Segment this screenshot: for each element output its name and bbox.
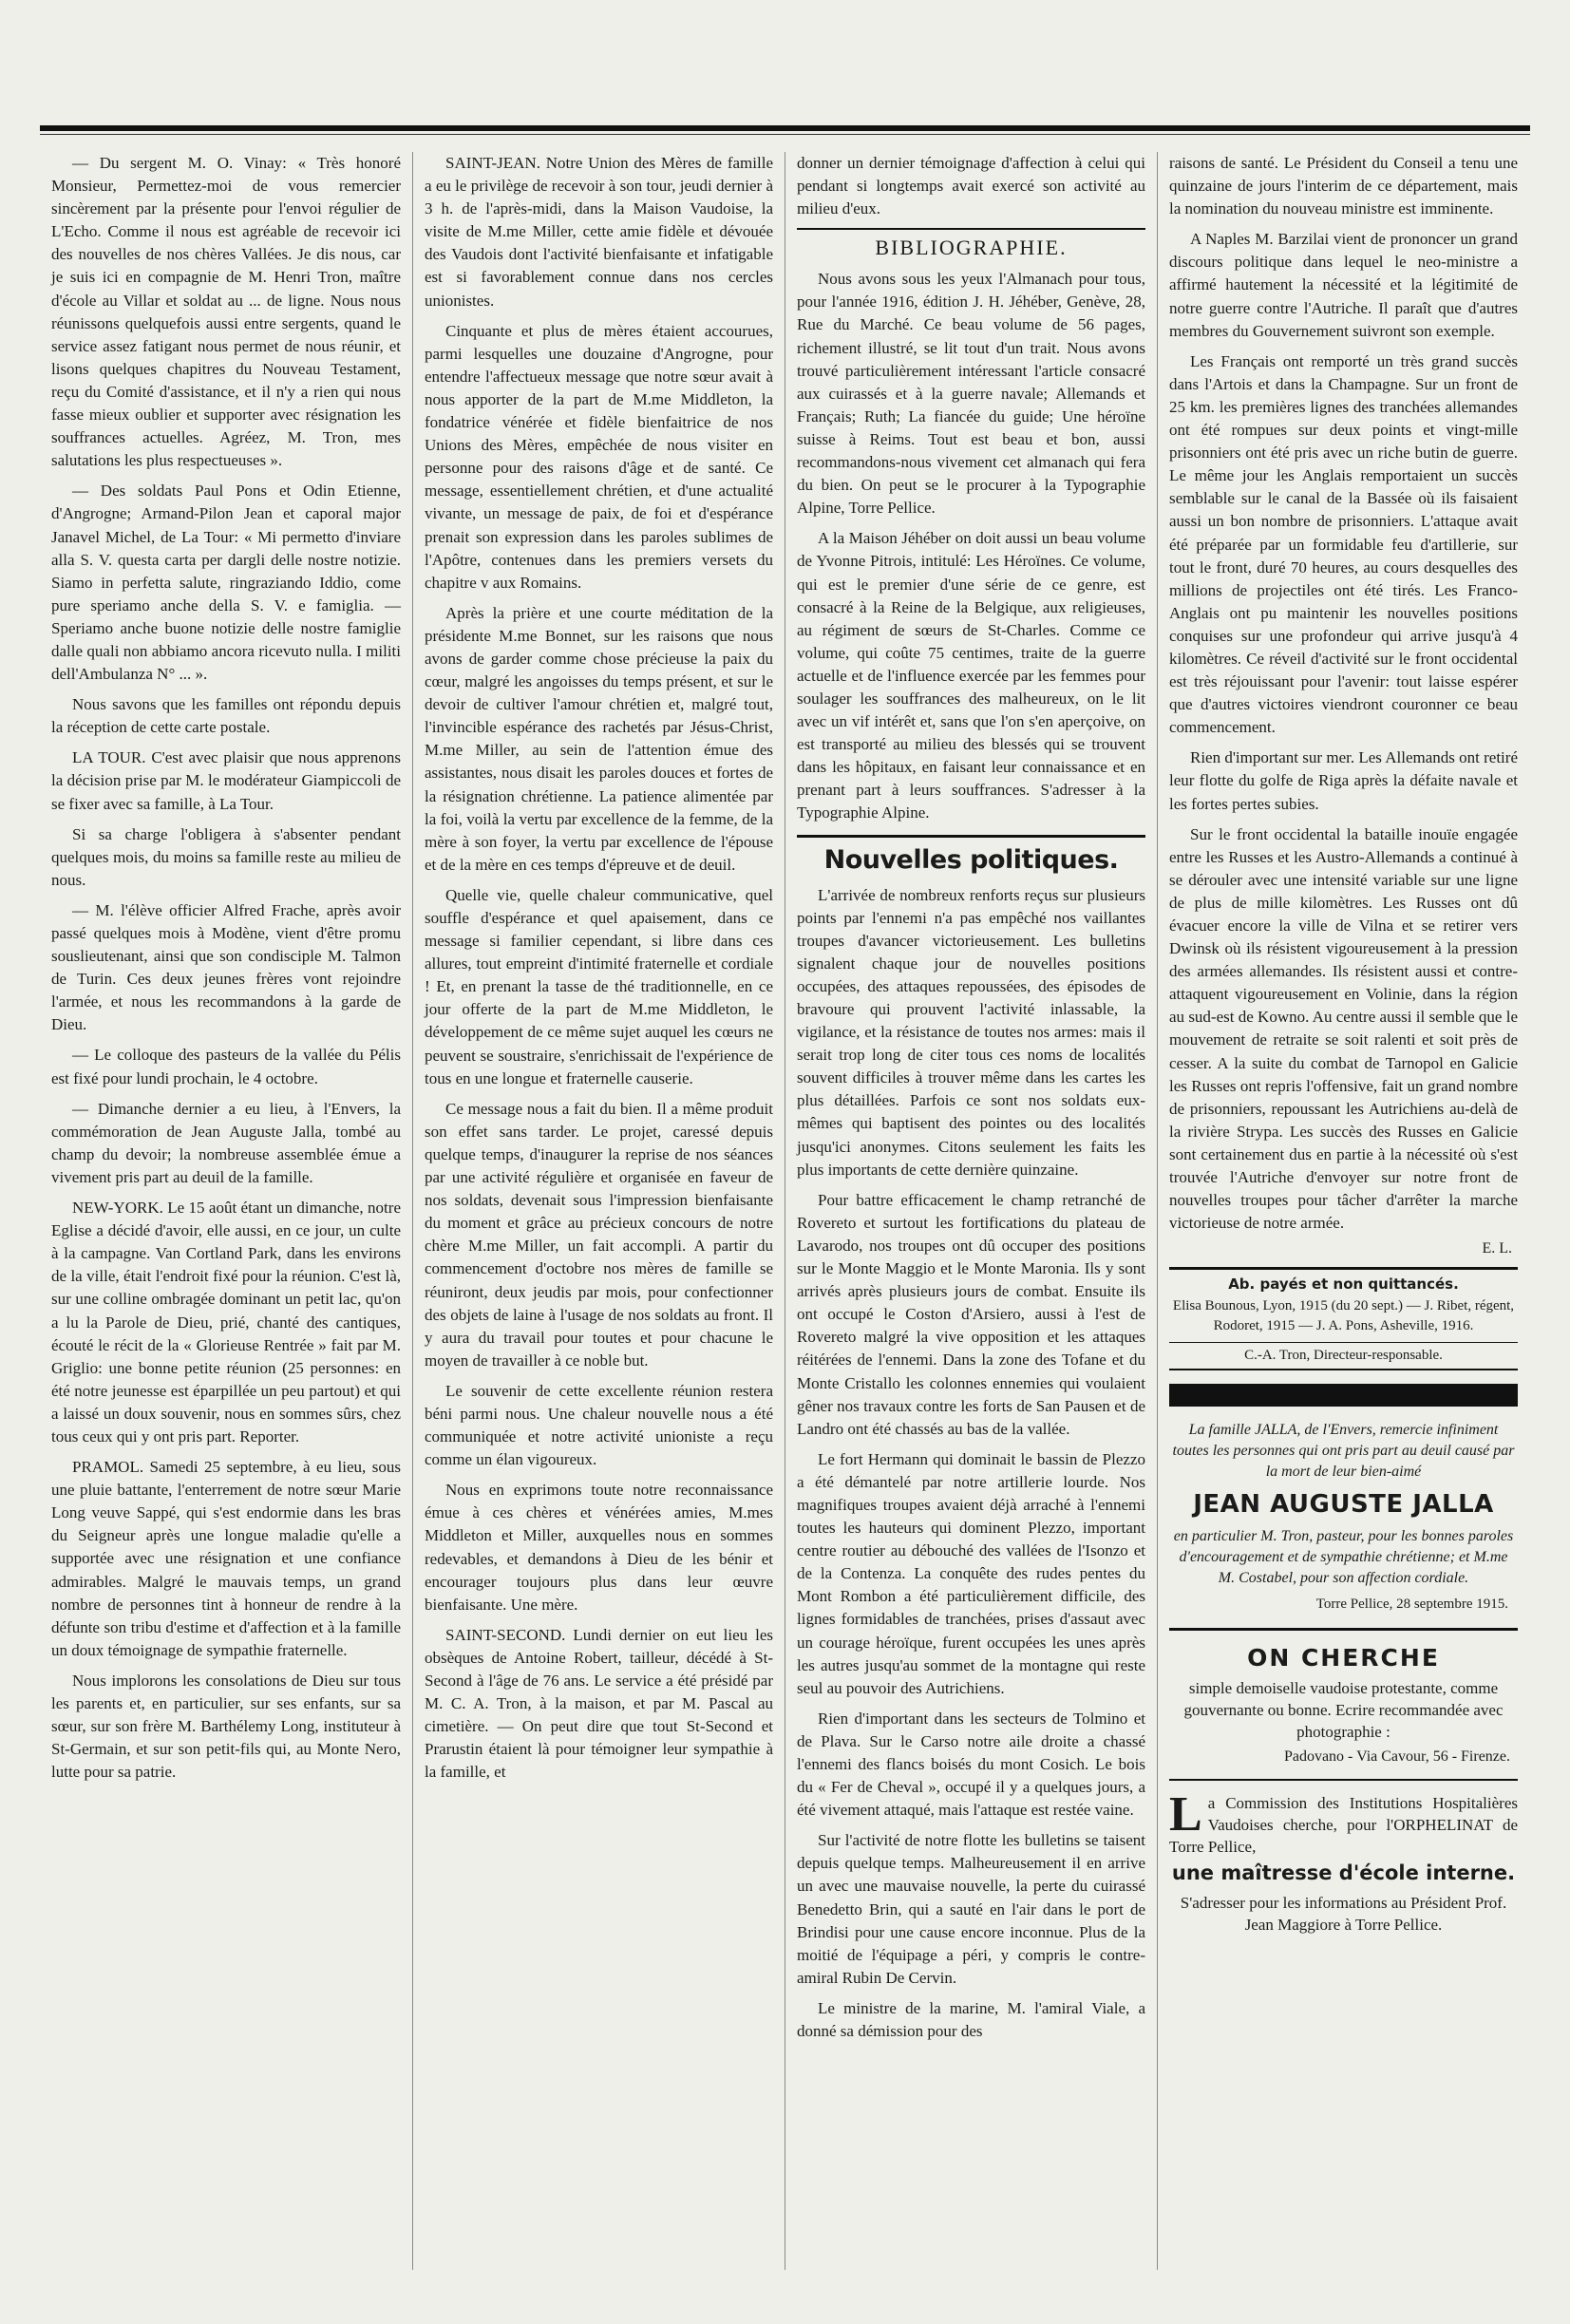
paragraph: Sur le front occidental la bataille inouïe engagée entre les Russes et les Austro-Allemands a continué à se dérouler avec une intensité variable sur une ligne de plus de mille kilomètres. Les Russes ont dû évacuer encore la ville de Vilna et se retirer vers Dwinsk où ils résistent vigoureusement à la pression des armées allemandes. Ils résistent aussi et contre-attaquent vigoureusement en Volinie, dans la région au sud-est de Kowno. Au centre aussi il semble que le mouvement de retraite se soit ralenti et soit près de cesser. A la suite du combat de Tarnopol en Galicie les Russes ont repris l'offensive, fait un grand nombre de prisonniers, repoussant les Autrichiens au-delà de la rivière Strypa. Les succès des Russes en Galicie sont certainement dus en partie à la nécessité où s'est trouvée l'Autriche d'envoyer sur notre front de nouvelles troupes pour tâcher d'arrêter la marche victorieuse de notre armée. — [1169, 824, 1518, 1233]
paragraph: A Naples M. Barzilai vient de prononcer un grand discours politique dans lequel le neo-ministre a affirmé hautement la nécessité et la légitimité de notre guerre contre l'Autriche. Il paraît que d'autres membres du Gouvernement suivront son exemple. — [1169, 230, 1518, 340]
paragraph: Les Français ont remporté un très grand succès dans l'Artois et dans la Champagne. Sur un front de 25 km. les premières lignes des tranchées allemandes ont été rompues sur deux points et vingt-mille prisonniers ont été pris avec un riche butin de guerre. Le même jour les Anglais remportaient un succès semblable sur le canal de la Bassée où ils faisaient aussi un bon nombre de prisonniers. L'attaque avait été préparée par un formidable feu d'artillerie, sur tout le front, duré 70 heures, au cours desquelles des millions de projectiles ont été tirés. Les Franco-Anglais ont pu maintenir les nouvelles positions conquises sur une profondeur qui arrive jusqu'à 4 kilomètres. Ce réveil d'activité sur le front occidental est très réjouissant pour l'avenir: tout laisse espérer que d'autres victoires viendront couronner ce beau commencement. — [1169, 351, 1518, 737]
bibliography-heading: BIBLIOGRAPHIE. — [797, 228, 1145, 260]
orphanage-contact: S'adresser pour les informations au Président Prof. Jean Maggiore à Torre Pellice. — [1180, 1894, 1507, 1935]
ad-body: simple demoiselle vaudoise protestante, comme gouvernante ou bonne. Ecrire recommandée avec photographie : — [1183, 1679, 1504, 1742]
paragraph: Rien d'important sur mer. Les Allemands ont retiré leur flotte du golfe de Riga après la défaite navale et les fortes pertes subies. — [1169, 748, 1518, 813]
paragraph: SAINT-SECOND. Lundi dernier on eut lieu les obsèques de Antoine Robert, tailleur, décédé à St-Second à l'âge de 76 ans. Le service a été présidé par M. C. A. Tron, à la maison, et par M. Pascal au cimetière. — On peut dire que tout St-Second et Prarustin étaient là pour témoigner leur sympathie à la famille, et — [425, 1625, 773, 1782]
orphanage-notice-text: a Commission des Institutions Hospitalières Vaudoises cherche, pour l'ORPHELINAT de Torre Pellice, — [1169, 1794, 1518, 1857]
columns — [40, 152, 1530, 2270]
paragraph: L'arrivée de nombreux renforts reçus sur plusieurs points par l'ennemi n'a pas empêché nos vaillantes troupes d'avancer victorieusement. Les bulletins signalent chaque jour de nouvelles positions occupées, des attaques repoussées, des épisodes de bravoure qui prouvent l'activité inlassable, la vigilance, et la résistance de toutes nos armes: mais il serait trop long de citer tous ces noms de localités souvent difficiles à trouver même dans les cartes les plus détaillées. Parfois ce sont nos soldats eux-mêmes qui baptisent des pointes ou des localités jusqu'ici anonymes. Citons seulement les faits les plus importants de cette dernière quinzaine. — [797, 885, 1145, 1179]
paragraph: donner un dernier témoignage d'affection à celui qui pendant si longtemps avait exercé son activité au milieu d'eux. — [797, 154, 1145, 218]
paragraph: Nous implorons les consolations de Dieu sur tous les parents et, en particulier, sur ses enfants, sur sa sœur, sur son frère M. Barthélemy Long, instituteur à St-Germain, et sur son petit-fils qui, au Monte Nero, lutte pour sa patrie. — [51, 1671, 401, 1782]
paragraph: — Du sergent M. O. Vinay: « Très honoré Monsieur, Permettez-moi de vous remercier sincèrement par la présente pour l'envoi régulier de L'Echo. Comme il nous est agréable de recevoir ici des nouvelles de nos chères Vallées. Je dis nous, car je suis ici en compagnie de M. Henri Tron, maître d'école au Villar et soldat au ... de ligne. Nous nous réunissons quelquefois aussi entre sergents, quand le service assez fatigant nous permet de nous réunir, et lisons quelques chapitres du Nouveau Testament, reçu du Comité d'assistance, et il n'y a rien qui nous fasse mieux oublier et supporter avec résignation les souffrances actuelles. Agréez, M. Tron, mes salutations les plus respectueuses ». — [51, 154, 401, 470]
ad-address: Padovano - Via Cavour, 56 - Firenze. — [1283, 1748, 1510, 1766]
paragraph: Le souvenir de cette excellente réunion restera béni parmi nous. Une chaleur nouvelle nous a été communiquée et notre activité unioniste a reçu comme un élan vigoureux. — [425, 1381, 773, 1469]
paragraph: Nous savons que les familles ont répondu depuis la réception de cette carte postale. — [51, 695, 401, 737]
paragraph: Sur l'activité de notre flotte les bulletins se taisent depuis quelque temps. Malheureusement il en arrive un avec une mauvaise nouvelle, la perte du cuirassé Benedetto Brin, qui a sauté en l'air dans le port de Brindisi pour une cause encore inconnue. Plus de la moitié de l'équipage a péri, y compris le contre-amiral Rubin De Cervin. — [797, 1831, 1145, 1987]
subscriptions-list: Elisa Bounous, Lyon, 1915 (du 20 sept.) — J. Ribet, régent, Rodoret, 1915 — J. A. Pons, Asheville, 1916. — [1172, 1298, 1515, 1334]
subscriptions-heading: Ab. payés et non quittancés. — [1169, 1267, 1518, 1293]
paragraph: PRAMOL. Samedi 25 septembre, à eu lieu, sous une pluie battante, l'enterrement de notre sœur Marie Long veuve Sappé, qui s'est endormie dans les bras du Seigneur après une longue maladie qu'elle a supportée avec une résignation et une confiance admirables. Malgré le mauvais temps, un grand nombre de personnes tint à honneur de rendre à la défunte son tribu d'estime et d'affection et à la famille un doux témoignage de sympathie fraternelle. — [51, 1458, 401, 1659]
column-1 — [40, 152, 412, 2270]
drop-cap: L — [1169, 1787, 1202, 1842]
politics-heading: Nouvelles politiques. — [797, 835, 1145, 875]
orphanage-position: une maîtresse d'école interne. — [1171, 1861, 1516, 1885]
orphanage-notice — [1169, 1779, 1518, 1858]
deceased-name: JEAN AUGUSTE JALLA — [1193, 1490, 1494, 1520]
paragraph: SAINT-JEAN. Notre Union des Mères de famille a eu le privilège de recevoir à son tour, jeudi dernier à 3 h. de l'après-midi, dans la Maison Vaudoise, la visite de M.me Miller, cette amie fidèle et dévouée des Vaudois dont l'activité bienfaisante et infatigable est si favorablement connue dans nos cercles unionistes. — [425, 154, 773, 310]
top-rule — [40, 125, 1530, 131]
thanks-intro: La famille JALLA, de l'Envers, remercie infiniment toutes les personnes qui ont pris part au deuil causé par la mort de leur bien-aimé — [1172, 1422, 1515, 1481]
column-4 — [1157, 152, 1529, 2270]
column-3 — [785, 152, 1157, 2270]
paragraph: — Dimanche dernier a eu lieu, à l'Envers, la commémoration de Jean Auguste Jalla, tombé au champ du devoir; la nombreuse assemblée émue a vivement pris part au deuil de la famille. — [51, 1099, 401, 1186]
thanks-date: Torre Pellice, 28 septembre 1915. — [1315, 1597, 1508, 1613]
column-2 — [412, 152, 785, 2270]
author-signature: E. L. — [1482, 1240, 1512, 1257]
thanks-body: en particulier M. Tron, pasteur, pour les bonnes paroles d'encouragement et de sympathie chrétienne; et M.me M. Costabel, pour son affection cordiale. — [1173, 1528, 1514, 1587]
paragraph: Si sa charge l'obligera à s'absenter pendant quelques mois, du moins sa famille reste au milieu de nous. — [51, 824, 401, 889]
paragraph: Rien d'important dans les secteurs de Tolmino et de Plava. Sur le Carso notre aile droite a chassé l'ennemi des flancs boisés du mont Cosich. Le bois du « Fer de Cheval », occupé il y a quelques jours, a été vivement attaqué, mais l'attaque est restée vaine. — [797, 1709, 1145, 1820]
paragraph: Quelle vie, quelle chaleur communicative, quel souffle d'espérance et quel apaisement, dans ce message si familier cependant, si libre dans ces allures, tout empreint d'intimité fraternelle et cordiale ! Et, en prenant la tasse de thé traditionnelle, en ce jour offerte de la part de M.me Middleton, le développement de ce même sujet auquel les cœurs ne peuvent se soustraire, s'enrichissait de l'expérience de tous en une longue et fraternelle causerie. — [425, 885, 773, 1087]
editor-line: C.-A. Tron, Directeur-responsable. — [1169, 1342, 1518, 1370]
paragraph: Pour battre efficacement le champ retranché de Rovereto et surtout les fortifications du plateau de Lavarodo, nos troupes ont dû occuper des positions sur le Monte Maggio et le Monte Maronia. Ils y sont arrivés après plusieurs jours de combat. Ensuite ils ont occupé le Coston d'Arsiero, aussi à l'est de Rovereto malgré la vive opposition et les attaques réitérées de l'ennemi. Dans la zone des Tofane et du Monte Cristallo les colonnes ennemies qui voulaient gêner nos travaux contre les forts de San Pausen et de Landro ont été chassés au bas de la vallée. — [797, 1190, 1145, 1438]
paragraph: Le fort Hermann qui dominait le bassin de Plezzo a été démantelé par notre artillerie lourde. Nos magnifiques troupes avaient déjà arraché à l'ennemi toutes les hauteurs qui dominent Plezzo, important centre routier au débouché des vallées de l'Isonzo et de la Contenza. La conquête des rudes pentes du Mont Rombon a été particulièrement difficile, des lignes formidables de tranchées, prises d'assaut avec un courage héroïque, furent occupées les unes après les autres jusqu'au sommet de la montagne qui reste seul au pouvoir des Autrichiens. — [797, 1449, 1145, 1697]
paragraph: — Des soldats Paul Pons et Odin Etienne, d'Angrogne; Armand-Pilon Jean et caporal major Janavel Michel, de La Tour: « Mi permetto d'inviare alla S. V. questa carta per dargli delle nostre notizie. Siamo in perfetta salute, ringraziando Iddio, come pure speriamo anche della S. V. e famiglia. — Speriamo anche buone notizie delle nostre famiglie dalle quali non abbiamo ancora ricevuto nulla. I militi dell'Ambulanza N° ... ». — [51, 482, 401, 684]
ad-heading: ON CHERCHE — [1169, 1628, 1518, 1672]
paragraph: — Le colloque des pasteurs de la vallée du Pélis est fixé pour lundi prochain, le 4 octobre. — [51, 1046, 401, 1087]
paragraph: — M. l'élève officier Alfred Frache, après avoir passé quelques mois à Modène, vient d'être promu souslieutenant, ainsi que son condisciple M. Talmon de Turin. Ces deux jeunes frères vont rejoindre l'armée, et nous les recommandons à la garde de Dieu. — [51, 900, 401, 1034]
mourning-bar — [1169, 1384, 1518, 1407]
paragraph: Nous avons sous les yeux l'Almanach pour tous, pour l'année 1916, édition J. H. Jéhéber, Genève, 28, Rue du Marché. Ce beau volume de 56 pages, richement illustré, se lit tout d'un trait. Nous avons trouvé particulièrement intéressant l'article consacré aux cuirassés et à la guerre navale; Allemands et Français; Ruth; La fiancée du guide; Une héroïne suisse à Reims. Tout est beau et bon, aussi recommandons-nous vivement cet almanach qui fera du bien. On peut se le procurer à la Typographie Alpine, Torre Pellice. — [797, 270, 1145, 518]
paragraph: raisons de santé. Le Président du Conseil a tenu une quinzaine de jours l'interim de ce département, mais la nomination du nouveau ministre est imminente. — [1169, 154, 1518, 218]
paragraph: Nous en exprimons toute notre reconnaissance émue à ces chères et vénérées amies, M.mes Middleton et Miller, auxquelles nous en sommes redevables, et demandons à Dieu de les bénir et encourager toujours plus dans leur œuvre bienfaisante. Une mère. — [425, 1481, 773, 1614]
paragraph: Cinquante et plus de mères étaient accourues, parmi lesquelles une douzaine d'Angrogne, pour entendre l'affectueux message que notre sœur avait à nous apporter de la part de M.me Middleton, la fondatrice vénérée et fidèle bienfaitrice de nos Unions des Mères, empêchée de nous visiter en personne pour des raisons d'âge et de santé. Ce message, essentiellement chrétien, et d'une actualité vivante, un message de paix, de foi et d'espérance prenait son expression dans les paroles sublimes de l'Apôtre, contenues dans les premiers versets du chapitre v aux Romains. — [425, 321, 773, 592]
paragraph: NEW-YORK. Le 15 août étant un dimanche, notre Eglise a décidé d'avoir, elle aussi, en ce jour, un culte à la campagne. Van Cortland Park, dans les environs de la ville, était l'endroit fixé pour la réunion. C'est là, sur une colline ombragée dominant un petit lac, qu'on a lu la Parole de Dieu, prié, chanté des cantiques, écouté le récit de la « Glorieuse Rentrée » fait par M. Griglio: une bonne petite réunion (25 personnes: en été notre jeunesse est éparpillée un peu partout) et qui a laissé un doux souvenir, nous en sommes sûrs, chez tous ceux qui y ont pris part. Reporter. — [51, 1199, 401, 1445]
paragraph: Après la prière et une courte méditation de la présidente M.me Bonnet, sur les raisons que nous avons de garder comme chose précieuse la paix du cœur, malgré les angoisses du temps présent, et sur le devoir de cultiver l'amour chrétien et, malgré tout, l'invincible espérance des rachetés par Jésus-Christ, M.me Miller, au sein de l'attention émue des assistantes, nous disait les paroles douces et fortes de la résignation chrétienne. La patience alimentée par la foi, voilà la vertu par excellence de la femme, de la mère à son foyer, la vertu par excellence de l'épouse et de la mère en ces temps d'épreuve et de deuil. — [425, 603, 773, 874]
paragraph: Le ministre de la marine, M. l'amiral Viale, a donné sa démission pour des — [797, 1998, 1145, 2041]
paragraph: Ce message nous a fait du bien. Il a même produit son effet sans tarder. Le projet, caressé depuis quelque temps, d'inaugurer la reprise de nos séances par une activité régulière et organisée en faveur de nos soldats, devenait sous l'impression bienfaisante du moment et grâce au précieux concours de notre chère M.me Miller, un fait accompli. A partir du commencement d'octobre nos mères de famille se réuniront, deux jeudis par mois, pour confectionner des objets de laine à l'usage de nos soldats au front. Il y aura du travail pour toutes et pour chacune le moyen de travailler à ce noble but. — [425, 1099, 773, 1370]
paragraph: LA TOUR. C'est avec plaisir que nous apprenons la décision prise par M. le modérateur Giampiccoli de se fixer avec sa famille, à La Tour. — [51, 748, 401, 813]
paragraph: A la Maison Jéhéber on doit aussi un beau volume de Yvonne Pitrois, intitulé: Les Héroïnes. Ce volume, qui est le premier d'une série de ce genre, est consacré à la Reine de la Belgique, aux religieuses, au régiment de sœurs de St-Charles. Comme ce volume, qui coûte 75 centimes, traite de la guerre actuelle et de l'influence exercée par les femmes pour soulager les souffrances des malheureux, on le lit avec un vif intérêt et, sans que l'on s'en aperçoive, on est transporté au milieu des blessés qui se trouvent dans les hôpitaux, en faisant leur connaissance et en prenant part à leurs souffrances. S'adresser à la Typographie Alpine. — [797, 529, 1145, 822]
